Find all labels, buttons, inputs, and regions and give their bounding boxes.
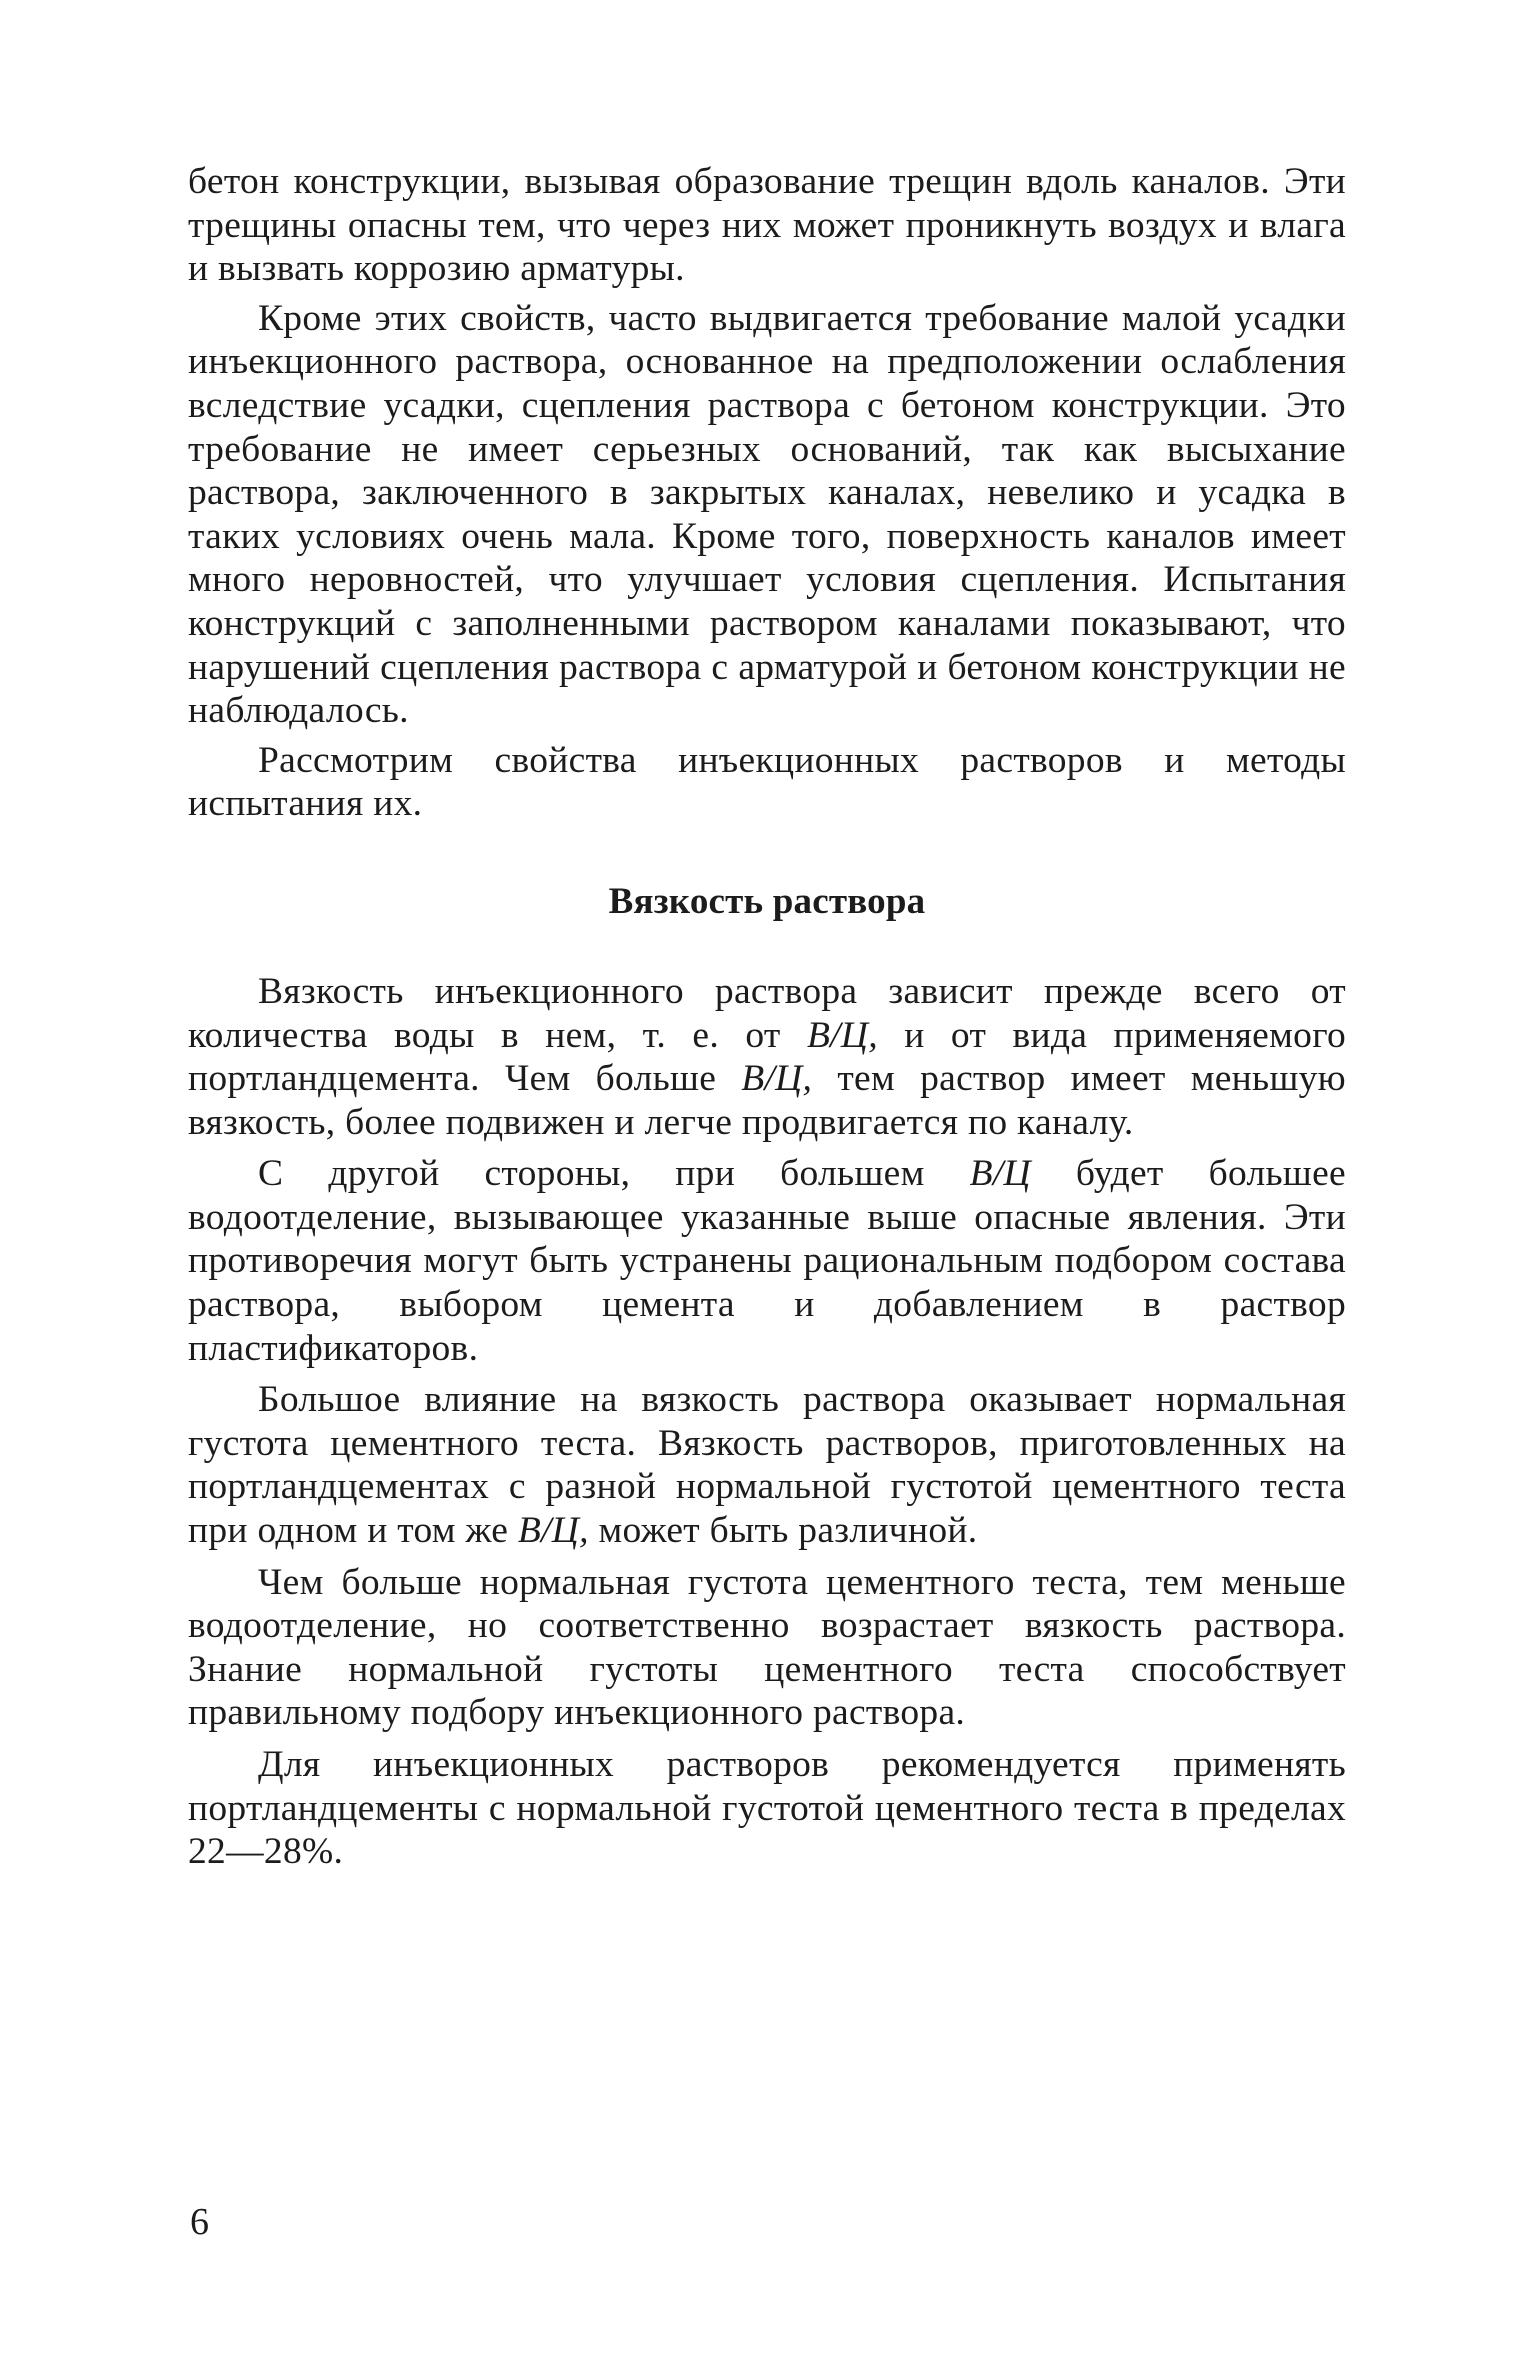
wc-ratio: В/Ц, [517, 1510, 589, 1552]
paragraph-recommendation: Для инъекционных растворов рекомендуется применять портландцементы с нормальной густотой цементного теста в пределах 22—28%. [188, 1744, 1346, 1873]
page-body [188, 160, 1346, 1874]
wc-ratio: В/Ц, [741, 1058, 813, 1100]
page-number: 6 [190, 2201, 209, 2243]
wc-ratio: В/Ц [969, 1153, 1031, 1195]
paragraph-bleeding: С другой стороны, при большем В/Ц будет большее водоотделение, вызывающее указанные выше опасные явления. Эти противоречия могут быть устранены рациональным подбором состава раствора, выбором цемента и добавлением в раствор пластификаторов. [188, 1153, 1346, 1369]
paragraph-shrinkage: Кроме этих свойств, часто выдвигается требование малой усадки инъекционного раствора, основанное на предположении ослабления вследствие усадки, сцепления раствора с бетоном конструкции. Это требование не имеет серьезных оснований, так как высыхание раствора, заключенного в закрытых каналах, невелико и усадка в таких условиях очень мала. Кроме того, поверхность каналов имеет много неровностей, что улучшает условия сцепления. Испытания конструкций с заполненными раствором каналами показывают, что нарушений сцепления раствора с арматурой и бетоном конструкции не наблюдалось. [188, 297, 1346, 732]
wc-ratio: В/Ц, [806, 1014, 878, 1056]
paragraph-consistency-effect: Чем больше нормальная густота цементного теста, тем меньше водоотделение, но соответственно возрастает вязкость раствора. Знание нормальной густоты цементного теста способствует правильному подбору инъекционного раствора. [188, 1561, 1346, 1734]
section-heading: Вязкость раствора [608, 880, 926, 922]
paragraph-normal-consistency: Большое влияние на вязкость раствора оказывает нормальная густота цементного теста. Вязкость растворов, приготовленных на портландцементах с разной нормальной густотой цементного теста при одном и том же В/Ц, может быть различной. [188, 1379, 1346, 1552]
paragraph-continuation: бетон конструкции, вызывая образование трещин вдоль каналов. Эти трещины опасны тем, что через них может проникнуть воздух и влага и вызвать коррозию арматуры. [188, 161, 1346, 290]
paragraph-viscosity-water: Вязкость инъекционного раствора зависит прежде всего от количества воды в нем, т. е. от В/Ц, и от вида применяемого портландцемента. Чем больше В/Ц, тем раствор имеет меньшую вязкость, более подвижен и легче продвигается по каналу. [188, 970, 1347, 1143]
paragraph-properties-intro: Рассмотрим свойства инъекционных растворов и методы испытания их. [188, 739, 1346, 825]
